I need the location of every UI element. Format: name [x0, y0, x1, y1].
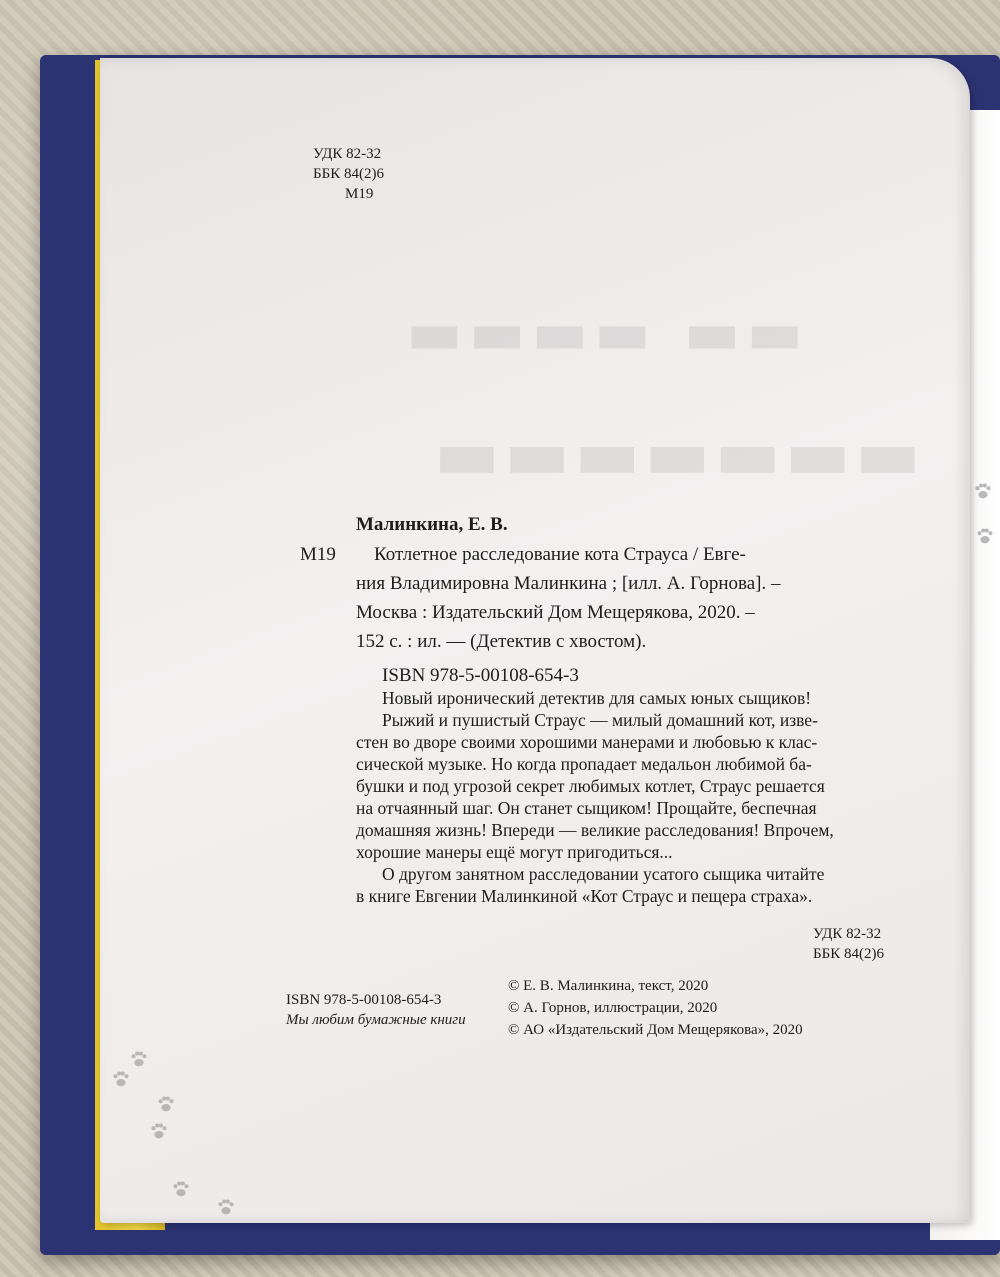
paw-print-icon	[170, 1178, 192, 1200]
paw-print-icon	[215, 1196, 237, 1218]
annotation-line: хорошие манеры ещё могут пригодиться...	[356, 842, 673, 862]
bbk-bottom: ББК 84(2)6	[813, 946, 884, 962]
annotation-line: стен во дворе своими хорошими манерами и любовью к клас-	[356, 732, 818, 752]
paw-print-icon	[110, 1068, 132, 1090]
record-line: 152 с. : ил. — (Детектив с хвостом).	[356, 631, 647, 652]
annotation-line: в книге Евгении Малинкиной «Кот Страус и пещера страха».	[356, 886, 813, 906]
record-line: ния Владимировна Малинкина ; [илл. А. Горнова]. –	[356, 573, 781, 594]
imprint-page	[100, 58, 970, 1223]
paw-print-icon	[974, 525, 996, 547]
show-through-text: ▬▬ ▬▬▬▬	[400, 298, 804, 368]
annotation-line: домашняя жизнь! Впереди — великие расследования! Впрочем,	[356, 820, 834, 840]
copyright-line: © А. Горнов, иллюстрации, 2020	[508, 1000, 718, 1016]
author-mark-top: М19	[345, 186, 374, 202]
udk-top: УДК 82-32	[313, 146, 382, 162]
footer-slogan: Мы любим бумажные книги	[286, 1012, 466, 1028]
paw-print-icon	[128, 1048, 150, 1070]
record-mark: М19	[300, 544, 336, 565]
annotation-line: на отчаянный шаг. Он станет сыщиком! Прощайте, беспечная	[356, 798, 817, 818]
paw-print-icon	[155, 1093, 177, 1115]
annotation-line: бушки и под угрозой секрет любимых котлет, Страус решается	[356, 776, 825, 796]
annotation-line: О другом занятном расследовании усатого сыщика читайте	[382, 864, 825, 884]
copyright-line: © АО «Издательский Дом Мещерякова», 2020	[508, 1022, 803, 1038]
record-line: Москва : Издательский Дом Мещерякова, 2020. –	[356, 602, 755, 623]
record-isbn: ISBN 978-5-00108-654-3	[382, 665, 579, 686]
annotation-line: сической музыке. Но когда пропадает медальон любимой ба-	[356, 754, 812, 774]
copyright-line: © Е. В. Малинкина, текст, 2020	[508, 978, 709, 994]
paw-print-icon	[972, 480, 994, 502]
udk-bottom: УДК 82-32	[813, 926, 882, 942]
annotation-line: Новый иронический детектив для самых юных сыщиков!	[382, 688, 812, 708]
paw-print-icon	[148, 1120, 170, 1142]
record-line: Котлетное расследование кота Страуса / Евге-	[374, 544, 746, 565]
author-heading: Малинкина, Е. В.	[356, 514, 508, 535]
bbk-top: ББК 84(2)6	[313, 166, 384, 182]
annotation-line: Рыжий и пушистый Страус — милый домашний кот, изве-	[382, 710, 818, 730]
footer-isbn: ISBN 978-5-00108-654-3	[286, 992, 442, 1008]
show-through-text: ▬▬▬▬▬▬▬	[430, 413, 921, 495]
